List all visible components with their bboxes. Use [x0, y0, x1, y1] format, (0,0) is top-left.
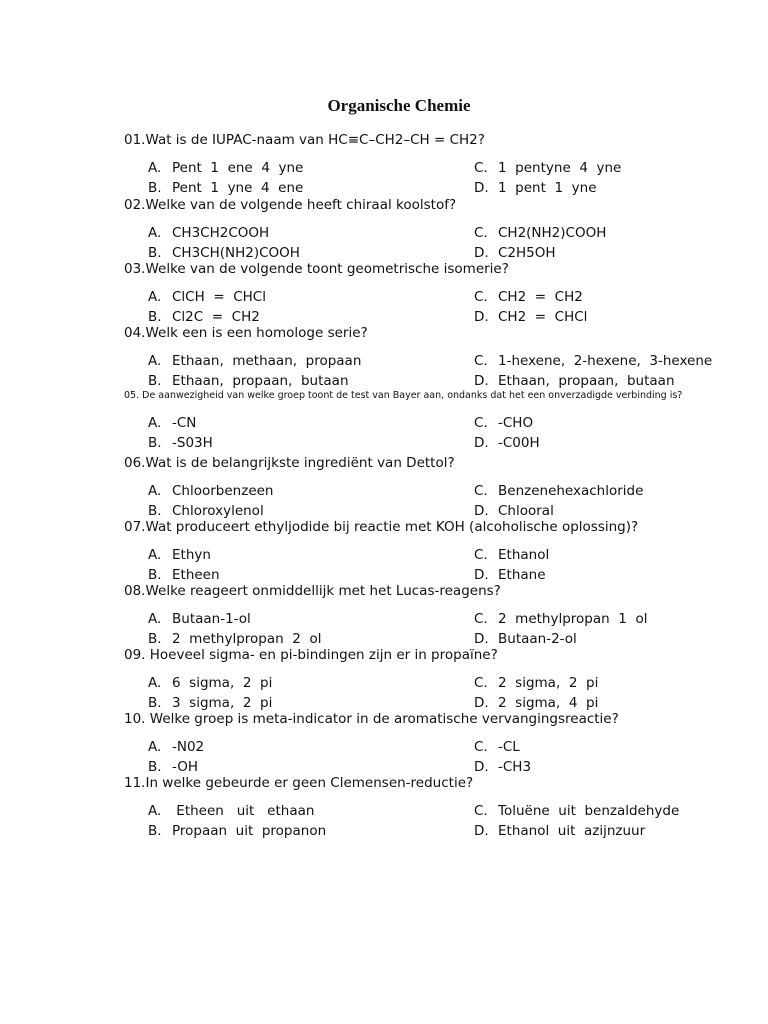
option-d: D. Chlooral	[474, 503, 554, 519]
option-c: C. Ethanol	[474, 547, 550, 563]
option-a: A. Ethyn	[148, 547, 211, 563]
option-b: B. Etheen	[148, 567, 220, 583]
option-d: D. 1 pent 1 yne	[474, 180, 597, 196]
option-d: D. Butaan-2-ol	[474, 631, 577, 647]
options	[124, 158, 724, 198]
question-text: 10. Welke groep is meta-indicator in de aromatische vervangingsreactie?	[124, 711, 619, 727]
option-a: A. Pent 1 ene 4 yne	[148, 160, 304, 176]
question-text: 06.Wat is de belangrijkste ingrediënt van Dettol?	[124, 455, 455, 471]
option-c: C. 1 pentyne 4 yne	[474, 160, 622, 176]
options	[124, 287, 724, 327]
question-11	[124, 773, 724, 841]
options	[124, 609, 724, 649]
question-09	[124, 645, 724, 713]
page-title: Organische Chemie	[327, 96, 471, 115]
question-10	[124, 709, 724, 777]
question-text: 02.Welke van de volgende heeft chiraal koolstof?	[124, 197, 457, 213]
question-text: 05. De aanwezigheid van welke groep toont de test van Bayer aan, ondanks dat het een onverzadigde verbinding is?	[124, 390, 683, 401]
option-b: B. Ethaan, propaan, butaan	[148, 373, 349, 389]
option-b: B. Cl2C = CH2	[148, 309, 260, 325]
option-a: A. CH3CH2COOH	[148, 225, 270, 241]
option-b: B. Pent 1 yne 4 ene	[148, 180, 304, 196]
question-text: 01.Wat is de IUPAC-naam van HC≡C–CH2–CH = CH2?	[124, 132, 485, 148]
option-b: B. CH3CH(NH2)COOH	[148, 245, 300, 261]
option-b: B. Propaan uit propanon	[148, 823, 327, 839]
option-c: C. CH2(NH2)COOH	[474, 225, 607, 241]
option-a: A. Butaan-1-ol	[148, 611, 251, 627]
options	[124, 481, 724, 521]
option-c: C. 1-hexene, 2-hexene, 3-hexene	[474, 353, 713, 369]
options	[124, 351, 724, 391]
options	[124, 413, 724, 453]
option-c: C. -CHO	[474, 415, 534, 431]
option-d: D. 2 sigma, 4 pi	[474, 695, 599, 711]
option-c: C. Benzenehexachloride	[474, 483, 644, 499]
option-d: D. -CH3	[474, 759, 532, 775]
option-c: C. -CL	[474, 739, 520, 755]
option-c: C. 2 methylpropan 1 ol	[474, 611, 648, 627]
option-d: D. Ethane	[474, 567, 546, 583]
options	[124, 223, 724, 263]
question-text: 07.Wat produceert ethyljodide bij reactie met KOH (alcoholische oplossing)?	[124, 519, 639, 535]
option-a: A. Etheen uit ethaan	[148, 803, 315, 819]
option-d: D. CH2 = CHCl	[474, 309, 588, 325]
option-d: D. Ethaan, propaan, butaan	[474, 373, 675, 389]
question-text: 09. Hoeveel sigma- en pi-bindingen zijn er in propaïne?	[124, 647, 498, 663]
option-c: C. CH2 = CH2	[474, 289, 583, 305]
options	[124, 737, 724, 777]
options	[124, 801, 724, 841]
option-a: A. Chloorbenzeen	[148, 483, 274, 499]
option-a: A. Ethaan, methaan, propaan	[148, 353, 362, 369]
question-text: 04.Welk een is een homologe serie?	[124, 325, 368, 341]
question-08	[124, 581, 724, 649]
option-c: C. 2 sigma, 2 pi	[474, 675, 599, 691]
question-02	[124, 195, 724, 263]
option-c: C. Toluëne uit benzaldehyde	[474, 803, 680, 819]
option-a: A. -CN	[148, 415, 197, 431]
options	[124, 545, 724, 585]
question-07	[124, 517, 724, 585]
option-b: B. Chloroxylenol	[148, 503, 264, 519]
option-d: D. -C00H	[474, 435, 540, 451]
option-d: D. C2H5OH	[474, 245, 556, 261]
question-05	[124, 389, 724, 453]
option-b: B. 2 methylpropan 2 ol	[148, 631, 322, 647]
question-01	[124, 130, 724, 198]
option-b: B. -OH	[148, 759, 199, 775]
option-b: B. -S03H	[148, 435, 213, 451]
question-04	[124, 323, 724, 391]
option-b: B. 3 sigma, 2 pi	[148, 695, 273, 711]
question-text: 08.Welke reageert onmiddellijk met het Lucas-reagens?	[124, 583, 501, 599]
question-text: 03.Welke van de volgende toont geometrische isomerie?	[124, 261, 509, 277]
options	[124, 673, 724, 713]
question-03	[124, 259, 724, 327]
option-d: D. Ethanol uit azijnzuur	[474, 823, 646, 839]
option-a: A. 6 sigma, 2 pi	[148, 675, 273, 691]
question-06	[124, 453, 724, 521]
option-a: A. ClCH = CHCl	[148, 289, 266, 305]
question-text: 11.In welke gebeurde er geen Clemensen-reductie?	[124, 775, 474, 791]
option-a: A. -N02	[148, 739, 205, 755]
